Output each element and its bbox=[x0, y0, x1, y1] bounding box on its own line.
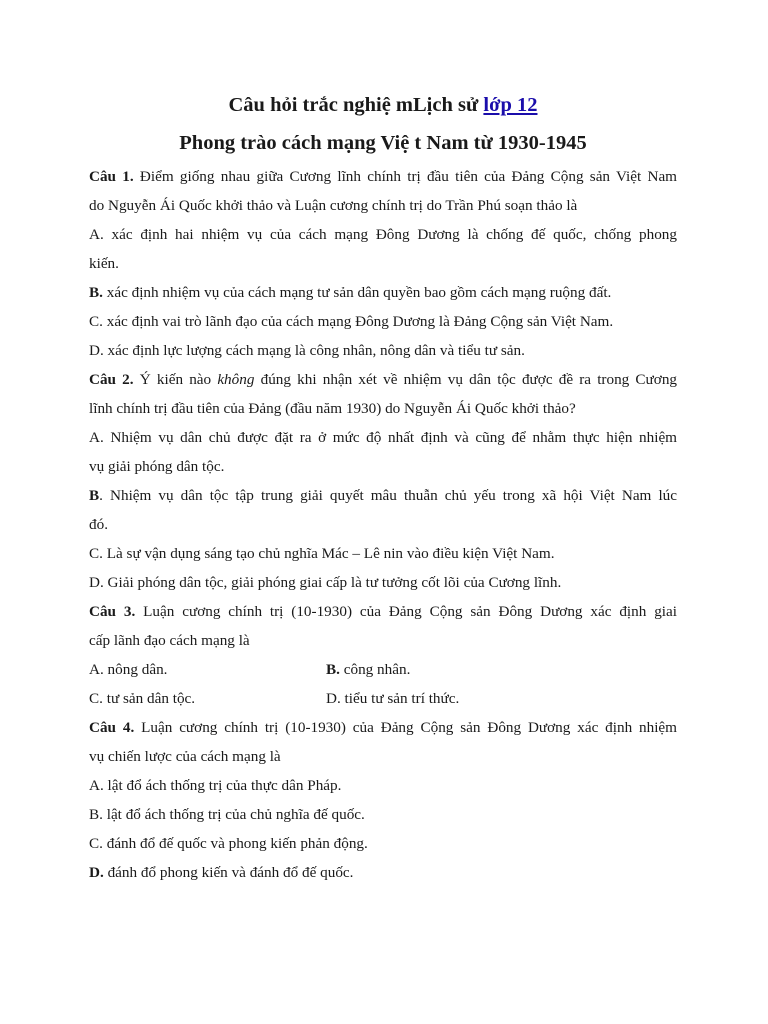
question-1-stem-cont: do Nguyễn Ái Quốc khởi thảo và Luận cương chính trị do Trần Phú soạn thảo là bbox=[89, 197, 578, 214]
question-4-stem bbox=[89, 713, 677, 742]
question-3-stem-cont: cấp lãnh đạo cách mạng là bbox=[89, 632, 250, 649]
question-4-option-a: A. lật đổ ách thống trị của thực dân Pháp. bbox=[89, 777, 342, 794]
question-3-options-row-2 bbox=[89, 684, 677, 713]
question-2-option-a-cont: vụ giải phóng dân tộc. bbox=[89, 458, 225, 475]
question-1-stem bbox=[89, 162, 677, 191]
question-4-stem-cont: vụ chiến lược của cách mạng là bbox=[89, 748, 281, 765]
question-3-option-b-text: công nhân. bbox=[339, 661, 411, 678]
question-4-text: Luận cương chính trị (10-1930) của Đảng Cộng sản Đông Dương xác định nhiệm bbox=[134, 719, 677, 736]
question-4-option-d bbox=[89, 858, 677, 887]
question-2-option-c: C. Là sự vận dụng sáng tạo chủ nghĩa Mác – Lê nin vào điều kiện Việt Nam. bbox=[89, 545, 555, 562]
question-2-stem-cont: lĩnh chính trị đầu tiên của Đảng (đầu năm 1930) do Nguyễn Ái Quốc khởi thảo? bbox=[89, 400, 576, 417]
grade-link[interactable]: lớp 12 bbox=[483, 94, 538, 116]
question-2-stem bbox=[89, 365, 677, 394]
question-3-option-d: D. tiểu tư sản trí thức. bbox=[326, 690, 460, 707]
question-3-text: Luận cương chính trị (10-1930) của Đảng Cộng sản Đông Dương xác định giai bbox=[135, 603, 677, 620]
question-3-stem bbox=[89, 597, 677, 626]
question-1-option-a-cont: kiến. bbox=[89, 255, 119, 272]
question-4-option-d-text: đánh đổ phong kiến và đánh đổ đế quốc. bbox=[103, 864, 354, 881]
question-4-option-c: C. đánh đổ đế quốc và phong kiến phản động. bbox=[89, 835, 368, 852]
question-2-option-d: D. Giải phóng dân tộc, giải phóng giai cấp là tư tưởng cốt lõi của Cương lĩnh. bbox=[89, 574, 562, 591]
question-4-option-b: B. lật đổ ách thống trị của chủ nghĩa đế quốc. bbox=[89, 806, 365, 823]
answer-mark: D. bbox=[89, 864, 104, 881]
document-page bbox=[89, 90, 677, 887]
question-3-number: Câu 3. bbox=[89, 603, 136, 620]
question-2-option-b-text: . Nhiệm vụ dân tộc tập trung giải quyết mâu thuẫn chủ yếu trong xã hội Việt Nam lúc bbox=[99, 487, 677, 504]
document-subtitle: Phong trào cách mạng Việ t Nam từ 1930-1945 bbox=[179, 132, 587, 154]
question-2-text-pre: Ý kiến nào bbox=[133, 371, 218, 388]
question-2-emphasis: không bbox=[217, 371, 255, 388]
question-1-option-b bbox=[89, 278, 677, 307]
question-1-option-c: C. xác định vai trò lãnh đạo của cách mạng Đông Dương là Đảng Cộng sản Việt Nam. bbox=[89, 313, 614, 330]
question-1-option-a: A. xác định hai nhiệm vụ của cách mạng Đông Dương là chống đế quốc, chống phong bbox=[89, 226, 677, 243]
answer-mark: B. bbox=[89, 284, 103, 301]
question-2-number: Câu 2. bbox=[89, 371, 134, 388]
question-1-text: Điểm giống nhau giữa Cương lĩnh chính trị đầu tiên của Đảng Cộng sản Việt Nam bbox=[133, 168, 678, 185]
answer-mark: B bbox=[89, 487, 100, 504]
question-3-option-b bbox=[326, 655, 626, 684]
title-prefix: Câu hỏi trắc nghiệ mLịch sử bbox=[228, 94, 484, 116]
question-1-option-b-text: xác định nhiệm vụ của cách mạng tư sản dân quyền bao gồm cách mạng ruộng đất. bbox=[102, 284, 612, 301]
question-3-options-row-1 bbox=[89, 655, 677, 684]
document-title bbox=[89, 90, 677, 120]
question-2-option-b-cont: đó. bbox=[89, 516, 108, 533]
question-4-number: Câu 4. bbox=[89, 719, 135, 736]
question-3-option-a: A. nông dân. bbox=[89, 661, 168, 678]
question-2-option-a: A. Nhiệm vụ dân chủ được đặt ra ở mức độ nhất định và cũng để nhằm thực hiện nhiệm bbox=[89, 429, 677, 446]
question-2-option-b bbox=[89, 481, 677, 510]
question-3-option-c: C. tư sản dân tộc. bbox=[89, 690, 196, 707]
question-1-number: Câu 1. bbox=[89, 168, 134, 185]
question-2-text-post: đúng khi nhận xét về nhiệm vụ dân tộc được đề ra trong Cương bbox=[254, 371, 678, 388]
answer-mark: B. bbox=[326, 661, 340, 678]
question-1-option-d: D. xác định lực lượng cách mạng là công nhân, nông dân và tiểu tư sản. bbox=[89, 342, 525, 359]
